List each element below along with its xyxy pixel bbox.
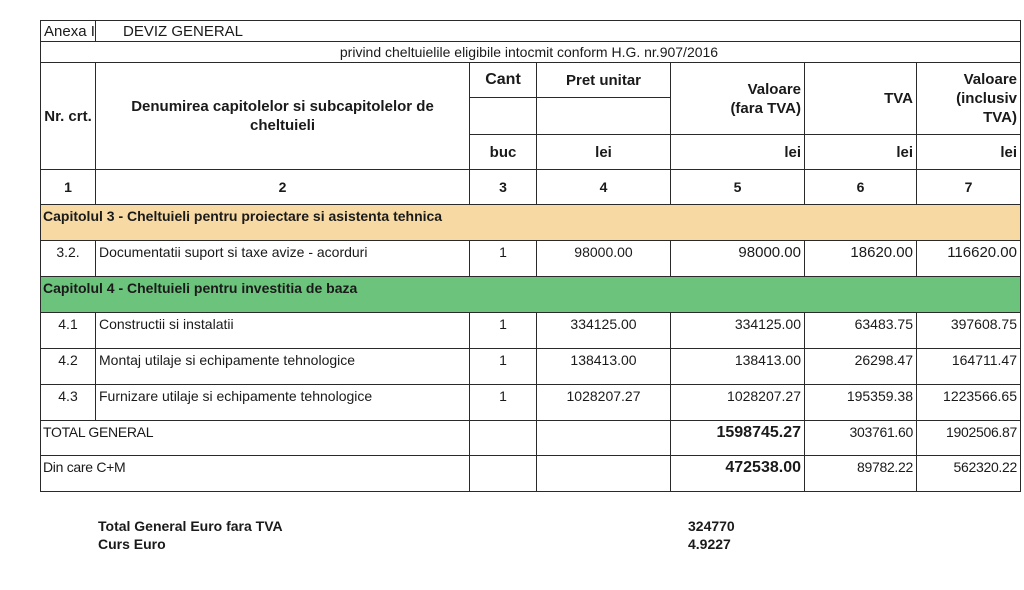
document-subtitle: privind cheltuielile eligibile intocmit conform H.G. nr.907/2016 — [41, 42, 1021, 63]
total-general-cant — [470, 421, 537, 456]
cm-cant — [470, 456, 537, 492]
cm-label: Din care C+M — [41, 456, 470, 492]
col-number: 4 — [537, 170, 671, 205]
row-valoare: 334125.00 — [671, 313, 805, 349]
unit-cant: buc — [470, 135, 537, 170]
row-total: 164711.47 — [917, 349, 1021, 385]
header-valoare: Valoare (fara TVA) — [671, 63, 805, 135]
row-nr: 4.1 — [41, 313, 96, 349]
cm-valoare: 472538.00 — [671, 456, 805, 492]
col-number: 3 — [470, 170, 537, 205]
header-cant-blank — [470, 98, 537, 135]
total-general-row — [41, 421, 1021, 456]
header-pret-blank — [537, 98, 671, 135]
unit-pret: lei — [537, 135, 671, 170]
row-total: 1223566.65 — [917, 385, 1021, 421]
euro-total-value: 324770 — [688, 518, 735, 534]
curs-euro-value: 4.9227 — [688, 536, 731, 552]
euro-total-label: Total General Euro fara TVA — [98, 518, 283, 534]
col-number: 5 — [671, 170, 805, 205]
header-denumire: Denumirea capitolelor si subcapitolelor de cheltuieli — [96, 63, 470, 170]
row-tva: 26298.47 — [805, 349, 917, 385]
total-general-pret — [537, 421, 671, 456]
row-nr: 4.3 — [41, 385, 96, 421]
unit-valoare: lei — [671, 135, 805, 170]
col-number: 1 — [41, 170, 96, 205]
col-number: 6 — [805, 170, 917, 205]
row-name: Constructii si instalatii — [96, 313, 470, 349]
row-cant: 1 — [470, 313, 537, 349]
cm-pret — [537, 456, 671, 492]
header-pret: Pret unitar — [537, 63, 671, 98]
row-valoare: 1028207.27 — [671, 385, 805, 421]
row-nr: 4.2 — [41, 349, 96, 385]
unit-valoare-inclusiv: lei — [917, 135, 1021, 170]
total-general-tva: 303761.60 — [805, 421, 917, 456]
row-pret: 98000.00 — [537, 241, 671, 277]
col-number: 7 — [917, 170, 1021, 205]
cm-row — [41, 456, 1021, 492]
row-pret: 138413.00 — [537, 349, 671, 385]
row-total: 397608.75 — [917, 313, 1021, 349]
header-tva: TVA — [805, 63, 917, 135]
cm-total: 562320.22 — [917, 456, 1021, 492]
table-row — [41, 241, 1021, 277]
row-valoare: 98000.00 — [671, 241, 805, 277]
total-general-total: 1902506.87 — [917, 421, 1021, 456]
row-pret: 334125.00 — [537, 313, 671, 349]
row-total: 116620.00 — [917, 241, 1021, 277]
unit-tva: lei — [805, 135, 917, 170]
chapter-4-header: Capitolul 4 - Cheltuieli pentru investitia de baza — [41, 277, 1021, 313]
row-valoare: 138413.00 — [671, 349, 805, 385]
table-row — [41, 313, 1021, 349]
row-tva: 195359.38 — [805, 385, 917, 421]
curs-euro-label: Curs Euro — [98, 536, 166, 552]
deviz-table — [40, 20, 1021, 492]
summary-values — [688, 517, 735, 553]
row-name: Furnizare utilaje si echipamente tehnologice — [96, 385, 470, 421]
total-general-label: TOTAL GENERAL — [41, 421, 470, 456]
summary-labels — [98, 517, 283, 553]
row-nr: 3.2. — [41, 241, 96, 277]
table-row — [41, 349, 1021, 385]
table-row — [41, 385, 1021, 421]
row-name: Montaj utilaje si echipamente tehnologice — [96, 349, 470, 385]
header-nr: Nr. crt. — [41, 63, 96, 170]
header-valoare-inclusiv: Valoare (inclusiv TVA) — [917, 63, 1021, 135]
row-cant: 1 — [470, 241, 537, 277]
row-cant: 1 — [470, 349, 537, 385]
cm-tva: 89782.22 — [805, 456, 917, 492]
col-number: 2 — [96, 170, 470, 205]
annex-label: Anexa I — [41, 21, 96, 42]
total-general-valoare: 1598745.27 — [671, 421, 805, 456]
row-cant: 1 — [470, 385, 537, 421]
row-name: Documentatii suport si taxe avize - acorduri — [96, 241, 470, 277]
header-cant: Cant — [470, 63, 537, 98]
document-title: DEVIZ GENERAL — [96, 21, 1021, 42]
row-tva: 63483.75 — [805, 313, 917, 349]
row-pret: 1028207.27 — [537, 385, 671, 421]
row-tva: 18620.00 — [805, 241, 917, 277]
chapter-3-header: Capitolul 3 - Cheltuieli pentru proiectare si asistenta tehnica — [41, 205, 1021, 241]
